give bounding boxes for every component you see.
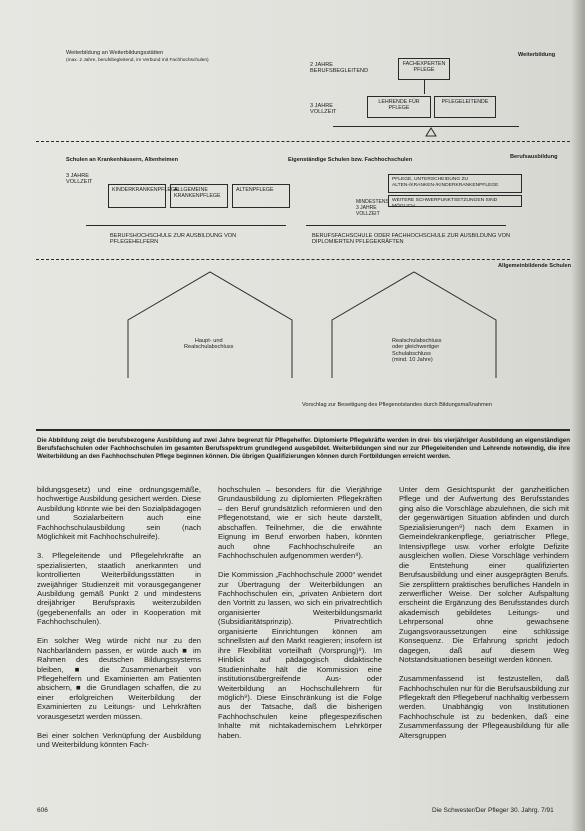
diagram-box-lehrende: LEHRENDE FÜR PFLEGE	[367, 96, 431, 118]
diagram-roof-left-icon	[126, 270, 294, 380]
diagram-top-left-label-1: Weiterbildung an Weiterbildungsstätten	[66, 50, 164, 56]
diagram-roof-right-label: Realschulabschluss oder gleichwertiger Schulabschluss (mind. 10 Jahre)	[392, 338, 442, 364]
diagram-top-left-label-2: (max. 2 Jahre, berufsbegleitend, im Verbund mit Fachhochschulen)	[66, 58, 209, 63]
diagram-top-right-label: Weiterbildung	[518, 52, 556, 58]
diagram-box-altenpflege: ALTENPFLEGE	[232, 184, 290, 208]
diagram-line-left	[86, 225, 286, 226]
paragraph: 3. Pflegeleitende und Pflegelehrkräfte an spezialisierten, staatlich anerkannten und kontrollierten Weiterbildungsstätten in zweijähriger Studienzeit mit vorausgegangener Ausbildung gemäß Punkt 2 und mindestens dreijähriger Berufspraxis weiterzubilden (gegebenenfalls an oder in Kooperation mit Fachhochschulen).	[37, 551, 201, 627]
text-column-3	[399, 485, 569, 740]
diagram-section-mid-label: Eigenständige Schulen bzw. Fachhochschulen	[288, 157, 413, 163]
paragraph: hochschulen – besonders für die Vierjährige Grundausbildung zu diplomierten Pflegekräften – den Beruf grundsätzlich reformieren und den Pflegenotstand, wie er sich heute darstellt, abschaffen. Teilnehmer, die die erwähnte Eignung im Beruf erworben haben, könnten auch ohne Fachhochschulreife an Fachhochschulen aufgenommen werden⁸).	[218, 485, 382, 561]
diagram-three-year-label: 3 JAHRE VOLLZEIT	[310, 103, 337, 116]
diagram-bottom-rule	[36, 429, 570, 431]
diagram-box-allgemeine-krankenpflege: ALLGEMEINE KRANKENPFLEGE	[170, 184, 228, 208]
diagram-section-right-label: Berufsausbildung	[510, 154, 558, 160]
page-number: 606	[37, 807, 48, 814]
diagram-box-fachexperten: FACHEXPERTEN PFLEGE	[398, 58, 450, 80]
text-column-1	[37, 485, 201, 750]
diagram-two-year-label: 2 JAHRE BERUFSBEGLEITEND	[310, 62, 369, 75]
journal-reference: Die Schwester/Der Pfleger 30. Jahrg. 7/91	[432, 807, 554, 814]
paragraph: Ein solcher Weg würde nicht nur zu den Nachbarländern passen, er würde auch ■ im Rahmen des deutschen Bildungssystems bleiben, ■ die Zusammenarbeit von Pflegehelfern und Examinierten am Patienten absichern, ■ die Grundlagen schaffen, die zu einer erfolgreichen Weiterbildung der Examinierten zu Leitungs- und Lehrkräften vorausgesetzt werden müssen.	[37, 636, 201, 721]
diagram-roof-left-label: Haupt- und Realschulabschluss	[184, 338, 234, 351]
diagram-right-bottom-label: BERUFSFACHSCHULE ODER FACHHOCHSCHULE ZUR AUSBILDUNG VON DIPLOMIERTEN PFLEGEKRÄFTEN	[312, 233, 510, 246]
diagram-box-pflegeleitende: PFLEGELEITENDE	[434, 96, 496, 118]
diagram-divider-mid	[36, 259, 570, 260]
paragraph: Unter dem Gesichtspunkt der ganzheitlichen Pflege und der Aufwertung des Berufsstandes ging also die Vorschläge abzulehnen, die sich mit der gegenwärtigen Situation abfinden und durch Spezialisierungen⁹) nach dem Examen in Gemeindekrankenpflege, geriatrischer Pflege, Intensivpflege usw. vorher erfolgte Defizite ausgleichen wollen. Diese Vorschläge verhindern die Entstehung einer qualifizierten Berufsausbildung und einer ausgeprägten Berufs. Sie zersplittern praktisches berufliches Handeln in zerwerflicher Weise. Der solcher Aufspaltung erscheint die Ergänzung des Berufsstandes durch akademisch gebildetes Leitungs- und Lehrpersonal ohne gewachsene Zugangsvoraussetzungen eine schlüssige Konsequenz. Die Erfahrung spricht jedoch dagegen, daß auf diesem Weg Notstandsituationen beseitigt werden können.	[399, 485, 569, 665]
diagram-arrow-up-icon	[425, 127, 437, 137]
paragraph: bildungsgesetz) und eine ordnungsgemäße, hochwertige Ausbildung gesichert werden. Diese Ausbildung könnte wie bei den Sozialpädagogen und Sozialarbeitern auch eine Fachhochschulausbildung sein (nach Möglichkeit mit Fachhochschulreife).	[37, 485, 201, 542]
paragraph: Die Kommission „Fachhochschule 2000“ wendet zur Übertragung der Weiterbildungen an Fachhochschulen ein, „privaten Anbietern dort den Vortritt zu lassen, wo sich ein privatrechtlich organisierter Weiterbildungsmarkt (Subsidiaritätsprinzip). Privatrechtlich organisierte Einrichtungen können am schnellsten auf den Markt reagieren; insofern ist ihre Flexibilität vorteilhaft (Vorsprung)⁹). Im Hinblick auf pädagogisch didaktische Studieninhalte hält die Kommission eine institutionsübergreifende Aus- oder Weiterbildung an Hochschullehrern für möglich⁹). Diese Einschränkung ist die Folge aus der Tatsache, daß die bisherigen Fachhochschulen keine pflegespezifischen Inhalte mit nichtakademischem Lehrkörper haben.	[218, 570, 382, 740]
paragraph: Bei einer solchen Verknüpfung der Ausbildung und Weiterbildung könnten Fach-	[37, 730, 201, 750]
paragraph: Zusammenfassend ist festzustellen, daß Fachhochschulen nur für die Berufsausbildung zur Pflegekraft den Pflegeberuf nachhaltig verbessern werden. Unabhängig von Institutionen Fachhochschule ist zu bedenken, daß eine Zusammenfassung der Pflegeausbildung für alle Altersgruppen	[399, 674, 569, 740]
diagram-box-pflege-right-1: PFLEGE, UNTERSCHEIDUNG ZU ALTEN-/KRANKEN-/KINDERKRANKENPFLEGE	[388, 174, 522, 193]
diagram-base-right-label: Allgemeinbildende Schulen	[498, 263, 572, 269]
diagram-footer-label: Vorschlag zur Beseitigung des Pflegenotstandes durch Bildungsmaßnahmen	[302, 402, 492, 408]
diagram-left-bottom-label: BERUFSHOCHSCHULE ZUR AUSBILDUNG VON PFLEGEHELFERN	[110, 233, 237, 246]
text-column-2	[218, 485, 382, 740]
diagram-vollzeit-label: 3 JAHRE VOLLZEIT	[66, 173, 93, 186]
diagram-middle-years-label: MINDESTENS 3 JAHRE VOLLZEIT	[356, 199, 389, 218]
page-edge-shadow	[571, 0, 585, 831]
diagram-box-kinderkrankenpflege: KINDERKRANKENPFLEGE	[108, 184, 166, 208]
diagram-line-right	[306, 225, 506, 226]
diagram-connector	[424, 80, 425, 94]
diagram-section-left-label: Schulen an Krankenhäusern, Altenheimen	[66, 157, 179, 163]
diagram-divider-top	[36, 141, 570, 142]
figure-caption: Die Abbildung zeigt die berufsbezogene Ausbildung auf zwei Jahre begrenzt für Pflegehelfer. Diplomierte Pflegekräfte werden in drei- bis vierjähriger Ausbildung an eigenständigen Berufsfachschulen oder Fachhochschulen im gesamten Berufsspektrum grundlegend ausgebildet. Weiterbildungen sind nur zur Pflegeleitenden und Lehrende notwendig, die ihre Weiterbildung an den Fachhochschulen Pflege beginnen können. Die übrigen Qualifizierungen können durch Fortbildungen erreicht werden.	[37, 437, 570, 460]
diagram-box-pflege-right-2: WEITERE SCHWERPUNKTSETZUNGEN SIND MÖGLICH	[388, 195, 522, 207]
